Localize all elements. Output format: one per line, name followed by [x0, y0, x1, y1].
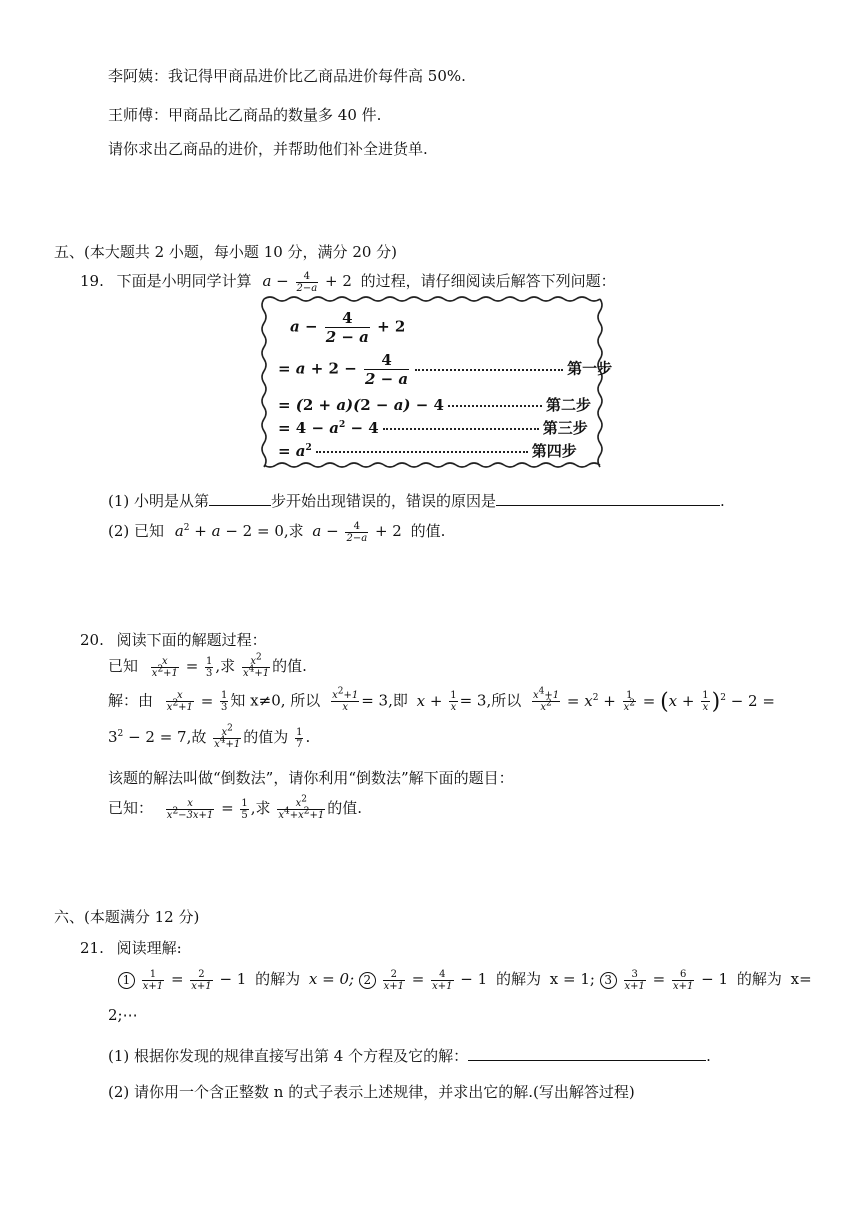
q19-sub1-blank-reason[interactable]: [496, 491, 720, 506]
q19-sub1-blank-step[interactable]: [209, 491, 271, 506]
q20-sol-eq2: $\frac{x^2+1}{x}$: [332, 686, 359, 713]
q19-work-line-1: = a + 2 − $\frac{4}{2 - a}$ 第一步: [278, 351, 613, 388]
q21-sub1-blank[interactable]: [468, 1046, 706, 1061]
q21-title-text: 阅读理解:: [116, 939, 182, 957]
q19-work-line-3: = $4 - a^2 - 4$ 第三步: [278, 419, 588, 437]
circled-1: 1: [118, 972, 135, 989]
q21-sol1: x = 0;: [308, 970, 355, 988]
circled-3: 3: [600, 972, 617, 989]
q20-sol-answer: $\frac{1}{7}$: [296, 726, 303, 750]
q20-method: 该题的解法叫做“倒数法”，请你利用“倒数法”解下面的题目：: [108, 769, 514, 787]
q21-sub1-end: .: [706, 1047, 711, 1065]
q21-number: 21.: [80, 939, 104, 957]
intro-line-3: 请你求出乙商品的进价，并帮助他们补全进货单.: [108, 140, 428, 158]
q20-task-eq: $\frac{x}{x^2-3x+1}$ = $\frac{1}{5}$: [166, 797, 248, 821]
q21-eq1-word: 的解为: [255, 970, 301, 988]
intro-line-2: 王师傅：甲商品比乙商品的数量多 40 件.: [108, 106, 382, 124]
q19-number: 19.: [80, 272, 104, 290]
q20-title-text: 阅读下面的解题过程：: [116, 631, 267, 649]
q19-sub2-mid: ,求: [283, 522, 304, 540]
q19-sub2-condition: $a^2 + a - 2 = 0$: [174, 522, 284, 540]
q21-eq2-word: 的解为: [495, 970, 541, 988]
q20-sol-eq4: $\frac{x^4+1}{x^2}$ = $x^2$ + $\frac{1}{x^2}$ = (x + $\frac{1}{x}$ )$^2$ − 2 =: [533, 686, 775, 714]
q20-sol-line2-post: 的值为: [243, 728, 289, 746]
q20-sol-line2-mid: − 2 = 7,故: [128, 728, 207, 746]
q19-expression: a − $\frac{4}{2-a}$ + 2: [262, 270, 352, 294]
q20-given-post: 的值.: [272, 657, 307, 675]
q20-given-mid: ,求: [215, 657, 236, 675]
q19-sub2: [108, 520, 445, 544]
q21-equations: [118, 968, 812, 992]
q20-given-pre: 已知: [108, 657, 139, 675]
q20-task-pre: 已知：: [108, 799, 154, 817]
q20-solution-line-2: $3^2 - 2 = 7$,故 $\frac{x^2}{x^4+1}$ 的值为 $\frac{1}{7}$ .: [108, 723, 311, 750]
q21-eq3-word: 的解为: [736, 970, 782, 988]
intro-line-1: 李阿姨：我记得甲商品进价比乙商品进价每件高 50%.: [108, 67, 466, 85]
q21-sol3: x=: [790, 970, 812, 988]
q19-sub1-pre: (1) 小明是从第: [108, 492, 210, 510]
q20-given-eq: $\frac{x}{x^2+1}$ = $\frac{1}{3}$: [151, 655, 213, 679]
q21-eq1: $\frac{1}{x+1}$ = $\frac{2}{x+1}$ − 1: [142, 968, 247, 992]
q19-sub2-expression: a − $\frac{4}{2-a}$ + 2: [312, 520, 402, 544]
q20-sol-know: 知 x≠0, 所以: [230, 691, 321, 710]
q20-task-mid: ,求: [250, 799, 271, 817]
q19-sub1-mid: 步开始出现错误的，错误的原因是: [271, 492, 497, 510]
circled-2: 2: [359, 972, 376, 989]
q21-sub1-text: (1) 根据你发现的规律直接写出第 4 个方程及它的解：: [108, 1047, 469, 1065]
q21-sub2: (2) 请你用一个含正整数 n 的式子表示上述规律，并求出它的解.(写出解答过程): [108, 1083, 635, 1101]
q19-sub1-end: .: [720, 492, 725, 510]
q21-eq2: $\frac{2}{x+1}$ = $\frac{4}{x+1}$ − 1: [383, 968, 488, 992]
section-5-heading: 五、(本大题共 2 小题，每小题 10 分，满分 20 分): [54, 243, 398, 261]
q19-work: [266, 301, 613, 463]
q20-given-target: $\frac{x^2}{x^4+1}$: [242, 652, 270, 679]
q19-stem: [80, 270, 616, 294]
q20-sol-line2-pre: 3: [108, 728, 118, 746]
q19-sub2-pre: (2) 已知: [108, 522, 165, 540]
q19-work-line-2: = (2 + a)(2 − a) − 4 第二步: [278, 396, 591, 414]
q20-sol-pre: 解：由: [108, 691, 154, 710]
q20-sol-eq1: $\frac{x}{x^2+1}$ = $\frac{1}{3}$: [166, 690, 228, 713]
q21-eq3: $\frac{3}{x+1}$ = $\frac{6}{x+1}$ − 1: [624, 968, 729, 992]
q20-sol-then: = 3,即: [361, 691, 408, 710]
q20-title: [80, 629, 267, 650]
q21-sol2: x = 1;: [549, 970, 595, 988]
q20-task-target: $\frac{x^2}{x^4+x^2+1}$: [278, 794, 325, 821]
q20-sol-target: $\frac{x^2}{x^4+1}$: [214, 723, 241, 750]
q21-title: [80, 937, 182, 958]
q20-task-post: 的值.: [327, 799, 363, 817]
q19-stem-pre: 下面是小明同学计算: [116, 272, 252, 290]
section-6-heading: 六、(本题满分 12 分): [54, 908, 200, 926]
q20-solution-line-1: [108, 686, 775, 714]
q19-sub1: [108, 490, 725, 511]
q19-work-line-4: = $a^2$ 第四步: [278, 442, 577, 460]
q20-given: [108, 652, 307, 679]
q19-stem-post: 的过程，请仔细阅读后解答下列问题：: [360, 272, 616, 290]
q21-sub1: [108, 1045, 711, 1066]
q19-work-line-0: a − $\frac{4}{2 - a}$ + 2: [290, 309, 406, 346]
q20-task: [108, 794, 363, 821]
q21-continue: 2;⋯: [108, 1006, 138, 1024]
q19-sub2-post: 的值.: [410, 522, 446, 540]
q20-sol-so: = 3,所以: [459, 691, 522, 710]
q20-sol-eq3: x + $\frac{1}{x}$: [416, 690, 457, 713]
q20-number: 20.: [80, 631, 104, 649]
